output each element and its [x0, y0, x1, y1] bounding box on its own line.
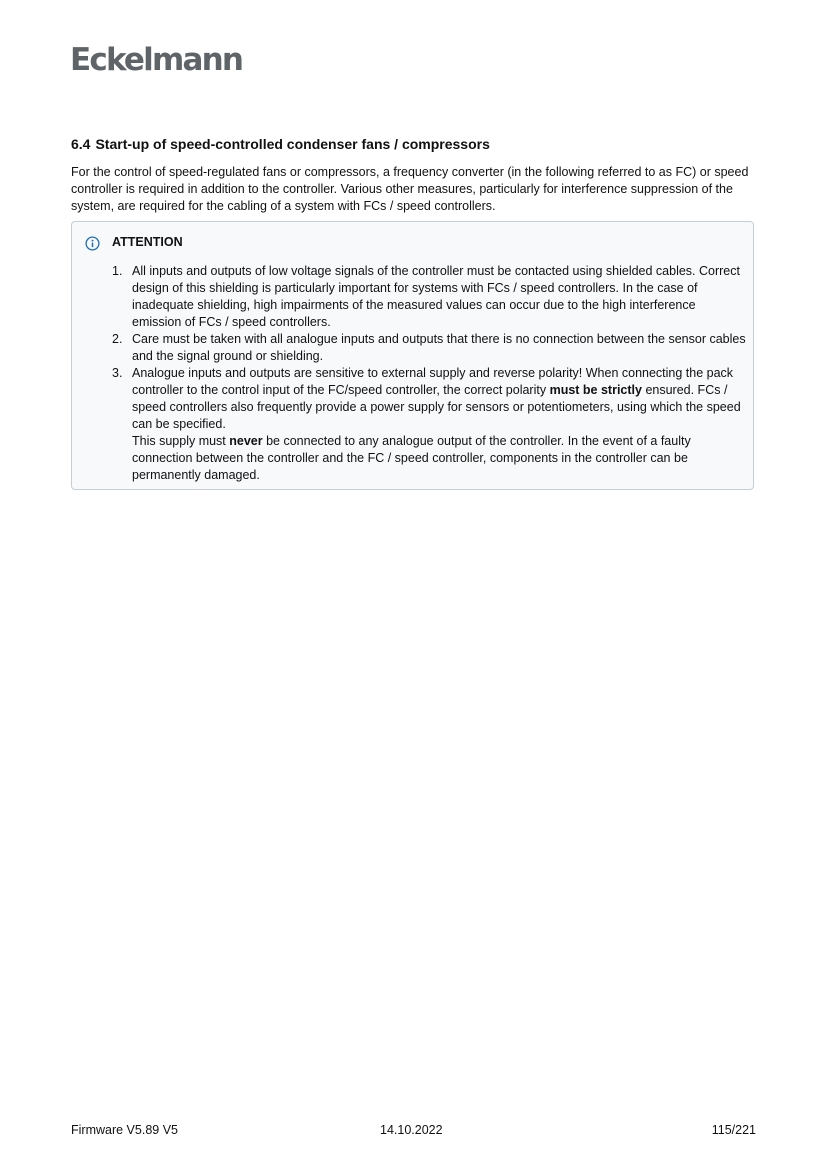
- list-marker: 3.: [112, 366, 123, 380]
- footer-firmware: Firmware V5.89 V5: [71, 1123, 178, 1137]
- list-item: [112, 365, 748, 484]
- section-number: 6.4: [71, 136, 91, 152]
- footer-page-number: 115/221: [711, 1123, 756, 1137]
- company-logo: Eckelmann: [70, 42, 243, 78]
- list-item-text: Analogue inputs and outputs are sensitive to external supply and reverse polarity! When connecting the pack controller to the control input of the FC/speed controller, the correct polarity: [132, 366, 734, 397]
- list-item: [112, 331, 748, 365]
- emphasis-text: must be strictly: [549, 383, 642, 397]
- footer-date: 14.10.2022: [380, 1123, 443, 1137]
- intro-paragraph: For the control of speed-regulated fans or compressors, a frequency converter (in the following referred to as FC) or speed controller is required in addition to the controller. Various other measures, particularly for interference suppression of the system, are required for the cabling of a system with FCs / speed controllers.: [71, 165, 749, 213]
- list-item-text: be connected to any analogue output of the controller. In the event of a faulty connection between the controller and the FC / speed controller, components in the controller can be permanently damaged.: [132, 434, 691, 482]
- section-heading: [71, 134, 490, 154]
- callout-title: ATTENTION: [112, 235, 183, 249]
- attention-callout: [71, 221, 754, 490]
- attention-list: [112, 263, 748, 484]
- section-title: Start-up of speed-controlled condenser fans / compressors: [95, 136, 490, 152]
- list-item-text: All inputs and outputs of low voltage signals of the controller must be contacted using shielded cables. Correct design of this shielding is particularly important for systems with FCs / speed controllers. In the case of inadequate shielding, high impairments of the measured values can occur due to the high interference emission of FCs / speed controllers.: [132, 264, 740, 329]
- list-item-text: Care must be taken with all analogue inputs and outputs that there is no connection between the sensor cables and the signal ground or shielding.: [132, 332, 746, 363]
- info-icon: [85, 236, 100, 251]
- list-item-text: This supply must: [132, 434, 230, 448]
- list-marker: 2.: [112, 332, 123, 346]
- list-item-text: ensured. FCs / speed controllers also frequently provide a power supply for sensors or potentiometers, using which the speed can be specified.: [132, 383, 741, 431]
- list-marker: 1.: [112, 264, 123, 278]
- emphasis-text: never: [229, 434, 263, 448]
- list-item: [112, 263, 748, 331]
